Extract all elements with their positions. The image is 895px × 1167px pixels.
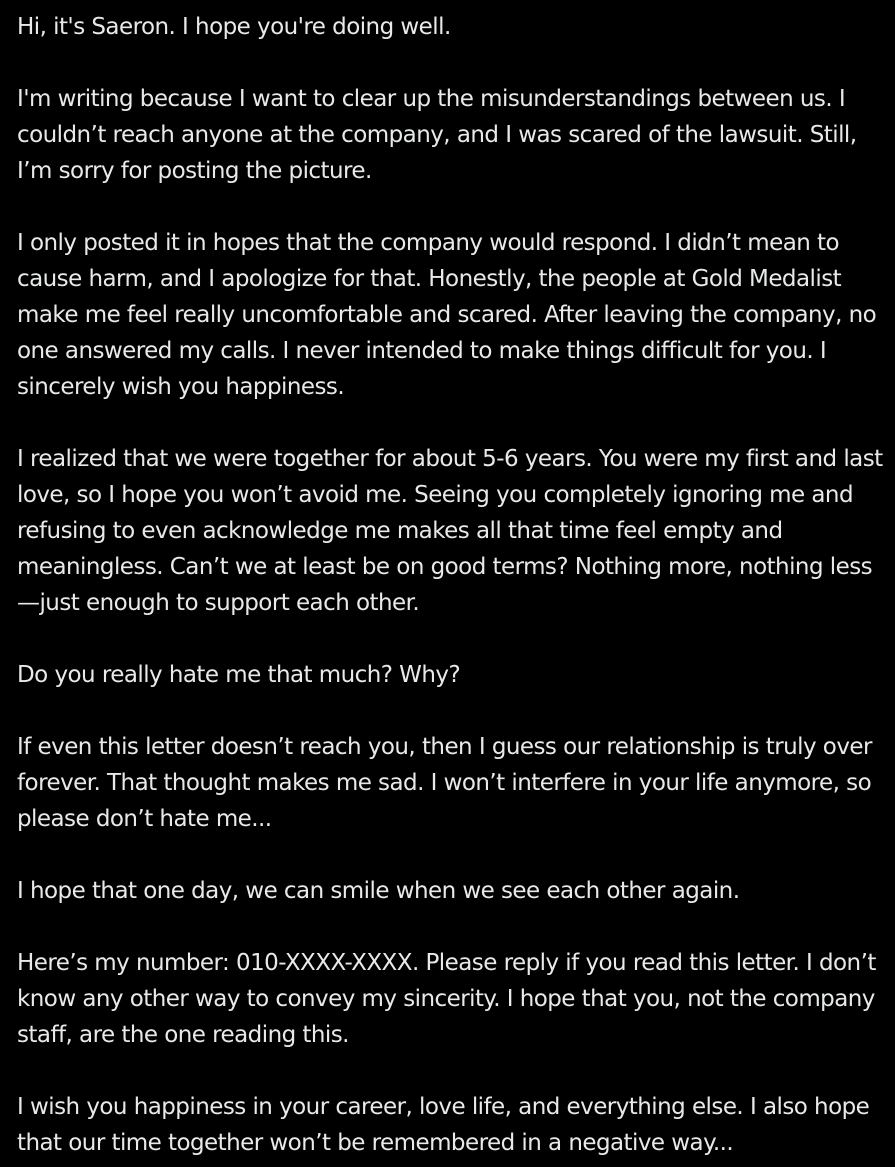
letter-paragraph-phone-number: Here’s my number: 010-XXXX-XXXX. Please reply if you read this letter. I don’t know any other way to convey my sincerity. I hope that you, not the company staff, are the one reading this. xyxy=(17,950,876,1048)
letter-body xyxy=(17,9,887,1161)
letter-paragraph-apology: I only posted it in hopes that the company would respond. I didn’t mean to cause harm, and I apologize for that. Honestly, the people at Gold Medalist make me feel really uncomfortable and scared. After leaving the company, no one answered my calls. I never intended to make things difficult for you. I sincerely wish you happiness. xyxy=(17,230,877,400)
letter-paragraph-smile: I hope that one day, we can smile when we see each other again. xyxy=(17,878,740,904)
letter-paragraph-question: Do you really hate me that much? Why? xyxy=(17,662,461,688)
letter-paragraph-relationship: I realized that we were together for about 5-6 years. You were my first and last love, so I hope you won’t avoid me. Seeing you completely ignoring me and refusing to even acknowledge me makes all that time feel empty and meaningless. Can’t we at least be on good terms? Nothing more, nothing less—just enough to support each other. xyxy=(17,446,883,616)
letter-paragraph-greeting: Hi, it's Saeron. I hope you're doing well. xyxy=(17,14,451,40)
letter-paragraph-forever: If even this letter doesn’t reach you, then I guess our relationship is truly over forever. That thought makes me sad. I won’t interfere in your life anymore, so please don’t hate me... xyxy=(17,734,872,832)
letter-paragraph-closing: I wish you happiness in your career, love life, and everything else. I also hope that our time together won’t be remembered in a negative way... xyxy=(17,1094,870,1156)
letter-paragraph-misunderstandings: I'm writing because I want to clear up the misunderstandings between us. I couldn’t reach anyone at the company, and I was scared of the lawsuit. Still, I’m sorry for posting the picture. xyxy=(17,86,857,184)
